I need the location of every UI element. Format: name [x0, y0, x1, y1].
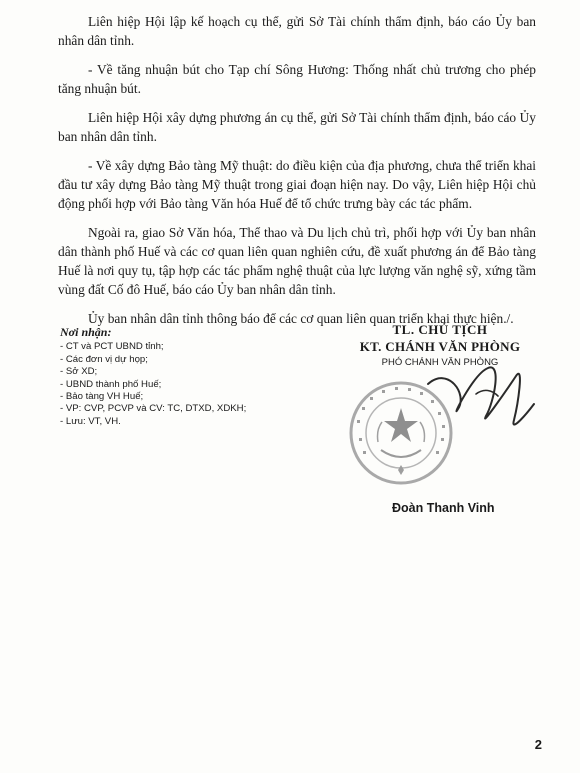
recipient-item: - Các đơn vị dự họp; [60, 353, 148, 365]
signer-name: Đoàn Thanh Vinh [392, 501, 495, 515]
paragraph-5: Ngoài ra, giao Sở Văn hóa, Thể thao và Du lịch chủ trì, phối hợp với Ủy ban nhân dân thành phố Huế và các cơ quan liên quan nghiên cứu, đề xuất phương án để Bảo tàng Huế là nơi quy tụ, tập hợp các tác phẩm nghệ thuật của lực lượng văn nghệ sỹ, xứng tầm vùng đất Cố đô Huế, báo cáo Ủy ban nhân dân tỉnh. [58, 225, 536, 297]
signature-title: TL. CHỦ TỊCH [392, 322, 488, 337]
recipient-item: - Sở XD; [60, 366, 98, 378]
paragraph-6: Ủy ban nhân dân tỉnh thông báo để các cơ quan liên quan triển khai thực hiện./. [88, 311, 514, 326]
recipients-heading: Nơi nhận: [60, 325, 112, 339]
recipients-block [60, 326, 340, 428]
recipients-list [60, 341, 340, 428]
recipient-item: - Bảo tàng VH Huế; [60, 391, 144, 403]
paragraph-2: - Về tăng nhuận bút cho Tạp chí Sông Hương: Thống nhất chủ trương cho phép tăng nhuận bút. [58, 62, 536, 96]
signature-position: PHÓ CHÁNH VĂN PHÒNG [381, 357, 499, 368]
paragraph-3: Liên hiệp Hội xây dựng phương án cụ thể, gửi Sở Tài chính thẩm định, báo cáo Ủy ban nhân dân tỉnh. [58, 110, 536, 144]
document-body [58, 12, 536, 338]
handwritten-signature-icon [418, 354, 538, 444]
page-number: 2 [534, 737, 542, 752]
paragraph-1: Liên hiệp Hội lập kế hoạch cụ thể, gửi Sở Tài chính thẩm định, báo cáo Ủy ban nhân dân tỉnh. [58, 14, 536, 48]
recipient-item: - Lưu: VT, VH. [60, 415, 121, 427]
recipient-item: - VP: CVP, PCVP và CV: TC, DTXD, XDKH; [60, 403, 247, 415]
recipient-item: - UBND thành phố Huế; [60, 378, 162, 390]
paragraph-4: - Về xây dựng Bảo tàng Mỹ thuật: do điều kiện của địa phương, chưa thể triển khai đầu tư xây dựng Bảo tàng Mỹ thuật trong giai đoạn hiện nay. Do vậy, Liên hiệp Hội chủ động phối hợp với Bảo tàng Văn hóa Huế để tổ chức trưng bày các tác phẩm. [58, 158, 536, 211]
signature-office: KT. CHÁNH VĂN PHÒNG [359, 339, 521, 354]
recipient-item: - CT và PCT UBND tỉnh; [60, 341, 164, 353]
